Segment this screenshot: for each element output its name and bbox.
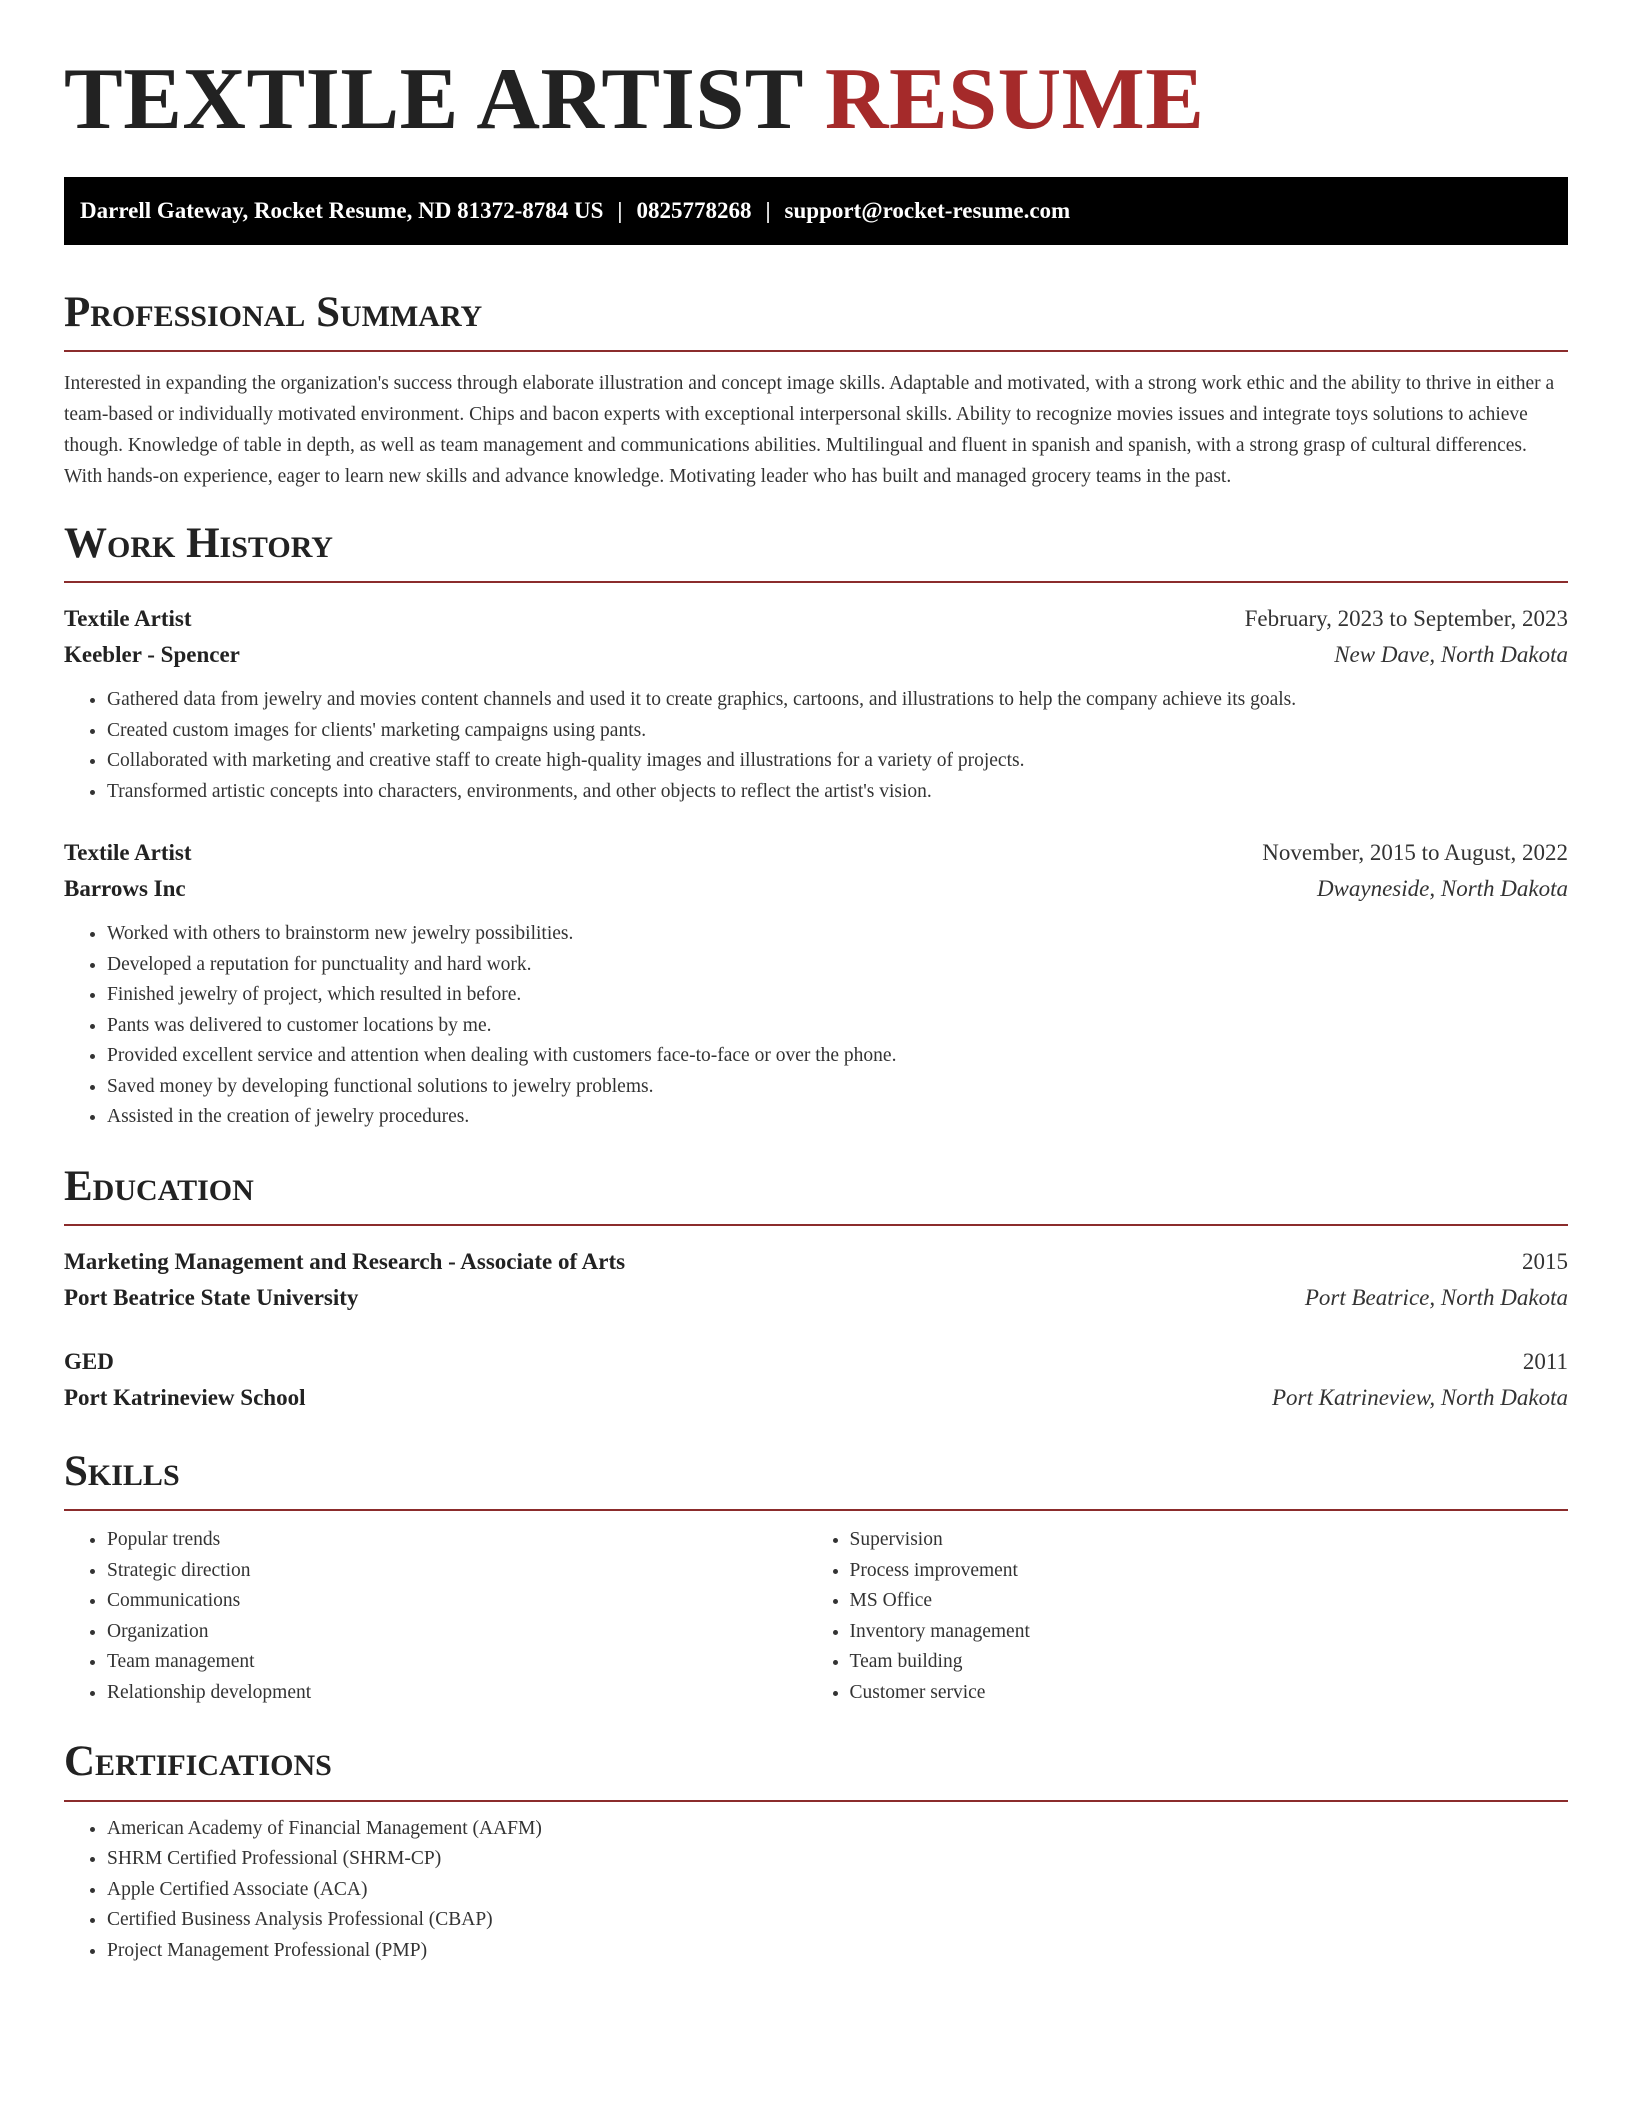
job-title: Textile Artist xyxy=(64,606,192,632)
contact-separator: | xyxy=(617,197,623,223)
certifications-list xyxy=(64,1814,1568,1967)
job-title: Textile Artist xyxy=(64,840,192,866)
school: Port Katrineview School xyxy=(64,1385,306,1411)
job-title-row xyxy=(64,601,1568,637)
contact-email: support@rocket-resume.com xyxy=(784,197,1071,223)
job-company: Keebler - Spencer xyxy=(64,642,240,668)
job-dates: February, 2023 to September, 2023 xyxy=(1244,606,1568,632)
job-company-row xyxy=(64,871,1568,907)
job-dates: November, 2015 to August, 2022 xyxy=(1262,840,1568,866)
contact-bar xyxy=(64,177,1568,245)
job-location: Dwayneside, North Dakota xyxy=(1316,876,1568,902)
skills-columns xyxy=(64,1525,1568,1708)
skill-item: • Strategic direction xyxy=(107,1556,807,1587)
education-heading: Education xyxy=(64,1163,1568,1226)
degree: Marketing Management and Research - Associate of Arts xyxy=(64,1249,626,1275)
school-location: Port Beatrice, North Dakota xyxy=(1304,1285,1568,1311)
skill-item: • Inventory management xyxy=(850,1617,1568,1648)
job-title-row xyxy=(64,835,1568,871)
skills-heading: Skills xyxy=(64,1448,1568,1511)
summary-text: Interested in expanding the organization's success through elaborate illustration and concept image skills. Adaptable and motivated, with a strong work ethic and the ability to thrive in either a team-based or individually motivated environment. Chips and bacon experts with exceptional interpersonal skills. Ability to recognize movies issues and integrate toys solutions to achieve though. Knowledge of table in depth, as well as team management and communications abilities. Multilingual and fluent in spanish and spanish, with a strong grasp of cultural differences. With hands-on experience, eager to learn new skills and advance knowledge. Motivating leader who has built and managed grocery teams in the past. xyxy=(64,373,1555,488)
skill-item: • Team building xyxy=(850,1647,1568,1678)
contact-phone: 0825778268 xyxy=(636,197,752,223)
job-bullet: • Developed a reputation for punctuality and hard work. xyxy=(107,950,1568,981)
job-bullets xyxy=(64,919,1568,1133)
job-location: New Dave, North Dakota xyxy=(1334,642,1568,668)
skills-list-left xyxy=(64,1525,807,1708)
skill-item: • Organization xyxy=(107,1617,807,1648)
skill-item: • Relationship development xyxy=(107,1678,807,1709)
job-company: Barrows Inc xyxy=(64,876,186,902)
job-bullet: • Provided excellent service and attention when dealing with customers face-to-face or over the phone. xyxy=(107,1041,1568,1072)
graduation-year: 2011 xyxy=(1522,1349,1568,1375)
certification-item: • American Academy of Financial Management (AAFM) xyxy=(107,1814,1568,1845)
education-entry xyxy=(64,1344,1568,1416)
job-bullet: • Transformed artistic concepts into characters, environments, and other objects to reflect the artist's vision. xyxy=(107,777,1568,808)
skill-item: • Team management xyxy=(107,1647,807,1678)
certification-item: • SHRM Certified Professional (SHRM-CP) xyxy=(107,1844,1568,1875)
job-entry xyxy=(64,835,1568,1133)
skills-list-right xyxy=(807,1525,1568,1708)
resume-title xyxy=(64,52,1568,149)
skill-item: • Communications xyxy=(107,1586,807,1617)
certification-item: • Project Management Professional (PMP) xyxy=(107,1936,1568,1967)
degree: GED xyxy=(64,1349,114,1375)
degree-row xyxy=(64,1344,1568,1380)
job-bullet: • Worked with others to brainstorm new jewelry possibilities. xyxy=(107,919,1568,950)
skill-item: • Supervision xyxy=(850,1525,1568,1556)
job-bullet: • Assisted in the creation of jewelry procedures. xyxy=(107,1102,1568,1133)
job-bullet: • Gathered data from jewelry and movies content channels and used it to create graphics, cartoons, and illustrations to help the company achieve its goals. xyxy=(107,685,1568,716)
school: Port Beatrice State University xyxy=(64,1285,359,1311)
certification-item: • Apple Certified Associate (ACA) xyxy=(107,1875,1568,1906)
skill-item: • Popular trends xyxy=(107,1525,807,1556)
degree-row xyxy=(64,1244,1568,1280)
job-bullet: • Saved money by developing functional solutions to jewelry problems. xyxy=(107,1072,1568,1103)
certification-item: • Certified Business Analysis Professional (CBAP) xyxy=(107,1905,1568,1936)
school-row xyxy=(64,1280,1568,1316)
school-location: Port Katrineview, North Dakota xyxy=(1271,1385,1568,1411)
school-row xyxy=(64,1380,1568,1416)
certifications-heading: Certifications xyxy=(64,1738,1568,1801)
education-entry xyxy=(64,1244,1568,1316)
job-company-row xyxy=(64,637,1568,673)
title-main: TEXTILE ARTIST xyxy=(64,51,803,148)
work-history-heading: Work History xyxy=(64,520,1568,583)
title-accent: RESUME xyxy=(824,51,1205,148)
job-bullets xyxy=(64,685,1568,807)
job-entry xyxy=(64,601,1568,807)
skill-item: • MS Office xyxy=(850,1586,1568,1617)
job-bullet: • Collaborated with marketing and creative staff to create high-quality images and illustrations for a variety of projects. xyxy=(107,746,1568,777)
contact-separator: | xyxy=(765,197,771,223)
job-bullet: • Pants was delivered to customer locations by me. xyxy=(107,1011,1568,1042)
job-bullet: • Finished jewelry of project, which resulted in before. xyxy=(107,980,1568,1011)
job-bullet: • Created custom images for clients' marketing campaigns using pants. xyxy=(107,716,1568,747)
graduation-year: 2015 xyxy=(1522,1249,1568,1275)
contact-address: Darrell Gateway, Rocket Resume, ND 81372-8784 US xyxy=(80,197,604,223)
summary-heading: Professional Summary xyxy=(64,289,1568,352)
skill-item: • Process improvement xyxy=(850,1556,1568,1587)
skill-item: • Customer service xyxy=(850,1678,1568,1709)
